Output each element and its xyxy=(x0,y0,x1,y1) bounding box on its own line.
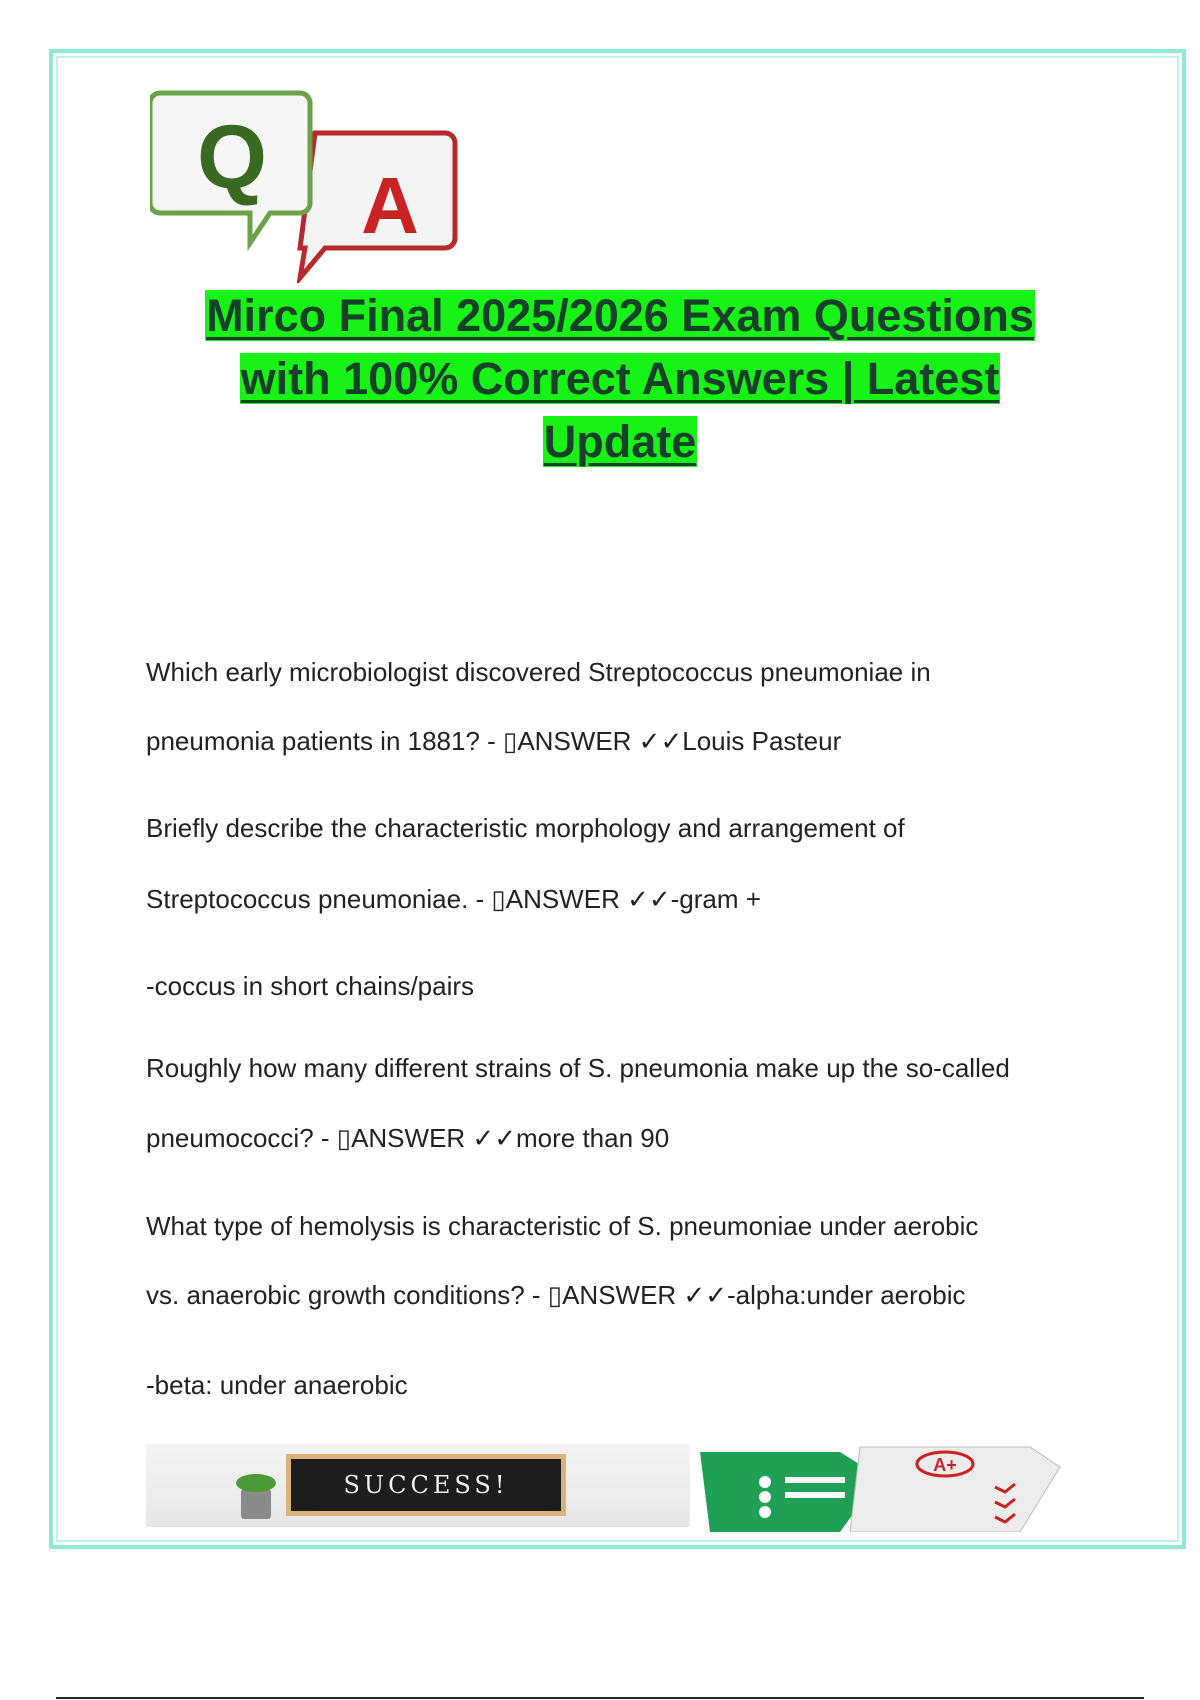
title-line-1: Mirco Final 2025/2026 Exam Questions xyxy=(206,290,1034,341)
graded-test-image xyxy=(695,1442,1085,1532)
qa-logo xyxy=(150,88,490,283)
logo-a: A xyxy=(361,161,419,250)
title-line-3: Update xyxy=(543,416,697,467)
success-board: SUCCESS! xyxy=(286,1454,566,1516)
question-2-line-1: Briefly describe the characteristic morphology and arrangement of xyxy=(146,813,905,843)
question-4-line-1: What type of hemolysis is characteristic of S. pneumoniae under aerobic xyxy=(146,1211,979,1241)
title-line-2: with 100% Correct Answers | Latest xyxy=(240,353,1000,404)
answer-1: pneumonia patients in 1881? - ▯ANSWER ✓✓Louis Pasteur xyxy=(146,726,842,756)
answer-3: pneumococci? - ▯ANSWER ✓✓more than 90 xyxy=(146,1123,670,1153)
logo-q: Q xyxy=(196,108,268,208)
question-3-line-1: Roughly how many different strains of S. pneumonia make up the so-called xyxy=(146,1053,1010,1083)
success-image xyxy=(146,1444,690,1527)
answer-4-line-1: vs. anaerobic growth conditions? - ▯ANSWER ✓✓-alpha:under aerobic xyxy=(146,1280,966,1310)
plant-icon xyxy=(236,1474,276,1492)
answer-4-line-2: -beta: under anaerobic xyxy=(146,1370,408,1400)
grade-text: A+ xyxy=(933,1455,957,1475)
answer-2-line-2: -coccus in short chains/pairs xyxy=(146,971,475,1001)
plant-pot-icon xyxy=(241,1489,271,1519)
question-1-line-1: Which early microbiologist discovered Streptococcus pneumoniae in xyxy=(146,657,931,687)
bottom-divider xyxy=(56,1697,1144,1699)
answer-2-line-1: Streptococcus pneumoniae. - ▯ANSWER ✓✓-gram + xyxy=(146,884,761,914)
